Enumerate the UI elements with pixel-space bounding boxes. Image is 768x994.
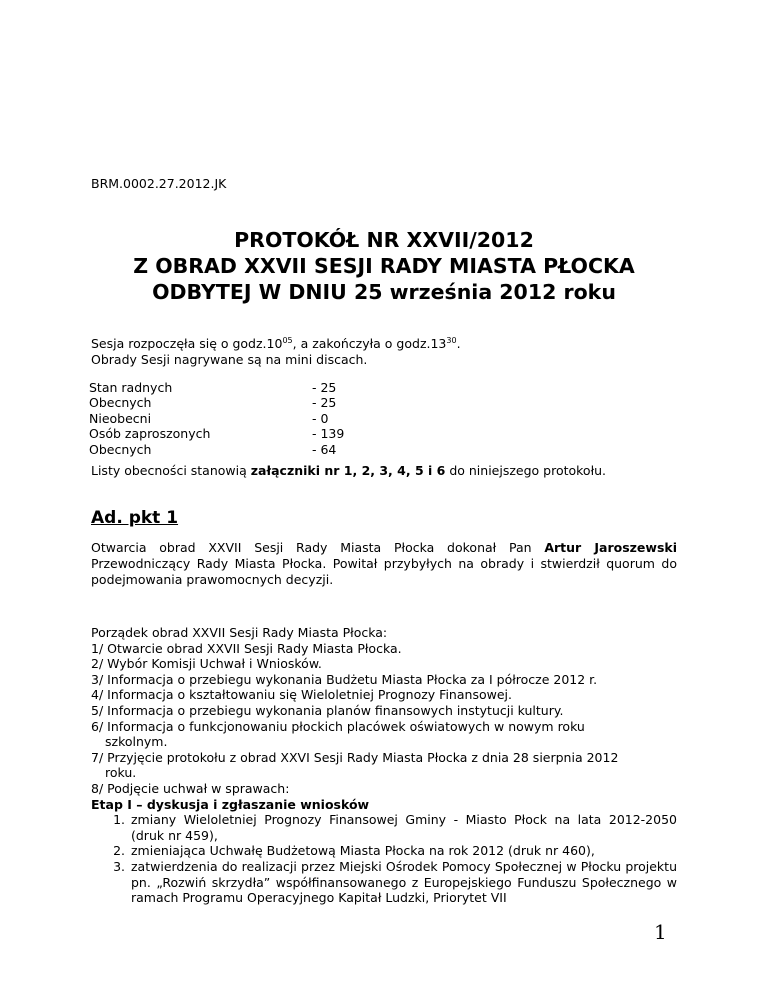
session-info bbox=[91, 336, 461, 368]
stats-value: - 25 bbox=[312, 395, 337, 411]
section-heading: Ad. pkt 1 bbox=[91, 508, 179, 528]
stats-row bbox=[89, 426, 344, 441]
session-start-text: Sesja rozpoczęła się o godz.10 bbox=[91, 336, 283, 351]
resolution-number: 2. bbox=[113, 843, 125, 859]
agenda-item: 6/ Informacja o funkcjonowaniu płockich placówek oświatowych w nowym roku bbox=[91, 718, 585, 734]
stats-label: Obecnych bbox=[89, 395, 152, 411]
resolution-text: zmieniająca Uchwałę Budżetową Miasta Płocka na rok 2012 (druk nr 460), bbox=[131, 843, 595, 859]
title-line-1: PROTOKÓŁ NR XXVII/2012 bbox=[234, 228, 534, 252]
opening-text-continued: Przewodniczący Rady Miasta Płocka. Powitał przybyłych na obrady i stwierdził quorum do podejmowania prawomocnych decyzji. bbox=[91, 556, 677, 587]
agenda bbox=[91, 625, 691, 906]
attendance-text-before: Listy obecności stanowią bbox=[91, 463, 251, 478]
document-reference: BRM.0002.27.2012.JK bbox=[91, 176, 227, 191]
stats-value: - 0 bbox=[312, 410, 329, 426]
agenda-intro: Porządek obrad XXVII Sesji Rady Miasta Płocka: bbox=[91, 625, 388, 640]
agenda-item-continuation: roku. bbox=[105, 765, 137, 781]
resolution-text: zatwierdzenia do realizacji przez Miejski Ośrodek Pomocy Społecznej w Płocku projektu pn. „Rozwiń skrzydła” współfinansowanego z Europejskiego Funduszu Społecznego w ramach Programu Operacyjnego Kapitał Ludzki, Priorytet VII bbox=[131, 858, 677, 906]
stats-label: Stan radnych bbox=[89, 380, 173, 395]
opening-paragraph bbox=[91, 540, 677, 588]
agenda-item: 1/ Otwarcie obrad XXVII Sesji Rady Miasta Płocka. bbox=[91, 640, 402, 656]
stats-row bbox=[89, 411, 344, 426]
agenda-item: 3/ Informacja o przebiegu wykonania Budżetu Miasta Płocka za I półrocze 2012 r. bbox=[91, 671, 598, 687]
agenda-stage-heading: Etap I – dyskusja i zgłaszanie wniosków bbox=[91, 796, 370, 812]
title-line-2: Z OBRAD XXVII SESJI RADY MIASTA PŁOCKA bbox=[133, 254, 635, 278]
stats-row bbox=[89, 395, 344, 410]
resolution-number: 3. bbox=[113, 858, 125, 874]
stats-label: Obecnych bbox=[89, 441, 152, 457]
session-recording-note: Obrady Sesji nagrywane są na mini discach. bbox=[91, 352, 368, 367]
stats-value: - 64 bbox=[312, 441, 337, 457]
resolution-item bbox=[91, 843, 691, 859]
attendance-stats bbox=[89, 380, 344, 457]
stats-row bbox=[89, 442, 344, 457]
session-start-minutes: 05 bbox=[282, 335, 293, 345]
agenda-item: 2/ Wybór Komisji Uchwał i Wniosków. bbox=[91, 656, 322, 672]
resolution-item bbox=[91, 859, 691, 906]
resolution-number: 1. bbox=[113, 812, 125, 828]
agenda-item: 5/ Informacja o przebiegu wykonania planów finansowych instytucji kultury. bbox=[91, 702, 564, 718]
agenda-item: 4/ Informacja o kształtowaniu się Wieloletniej Prognozy Finansowej. bbox=[91, 687, 512, 703]
attendance-text-after: do niniejszego protokołu. bbox=[445, 463, 607, 478]
session-time bbox=[91, 336, 461, 352]
resolution-text: zmiany Wieloletniej Prognozy Finansowej Gminy - Miasto Płock na lata 2012-2050 (druk nr 459), bbox=[131, 812, 677, 843]
stats-label: Osób zaproszonych bbox=[89, 426, 211, 442]
title-line-3: ODBYTEJ W DNIU 25 września 2012 roku bbox=[152, 280, 616, 304]
resolution-item bbox=[91, 812, 691, 843]
stats-row bbox=[89, 380, 344, 395]
attendance-attachments: załączniki nr 1, 2, 3, 4, 5 i 6 bbox=[250, 463, 446, 478]
session-end-minutes: 30 bbox=[446, 335, 457, 345]
opening-text: Otwarcia obrad XXVII Sesji Rady Miasta Płocka dokonał Pan bbox=[91, 540, 545, 555]
document-title bbox=[0, 227, 768, 305]
stats-label: Nieobecni bbox=[89, 410, 152, 426]
agenda-item: 7/ Przyjęcie protokołu z obrad XXVI Sesji Rady Miasta Płocka z dnia 28 sierpnia 2012 bbox=[91, 749, 619, 765]
chairman-name: Artur Jaroszewski bbox=[544, 540, 677, 555]
agenda-item-continuation: szkolnym. bbox=[105, 734, 168, 750]
stats-value: - 139 bbox=[312, 426, 345, 442]
attendance-lists-note bbox=[91, 463, 606, 478]
session-end-dot: . bbox=[456, 336, 461, 351]
stats-value: - 25 bbox=[312, 380, 337, 395]
session-end-text: , a zakończyła o godz.13 bbox=[292, 336, 447, 351]
agenda-item: 8/ Podjęcie uchwał w sprawach: bbox=[91, 780, 290, 796]
page-number: 1 bbox=[654, 920, 667, 944]
